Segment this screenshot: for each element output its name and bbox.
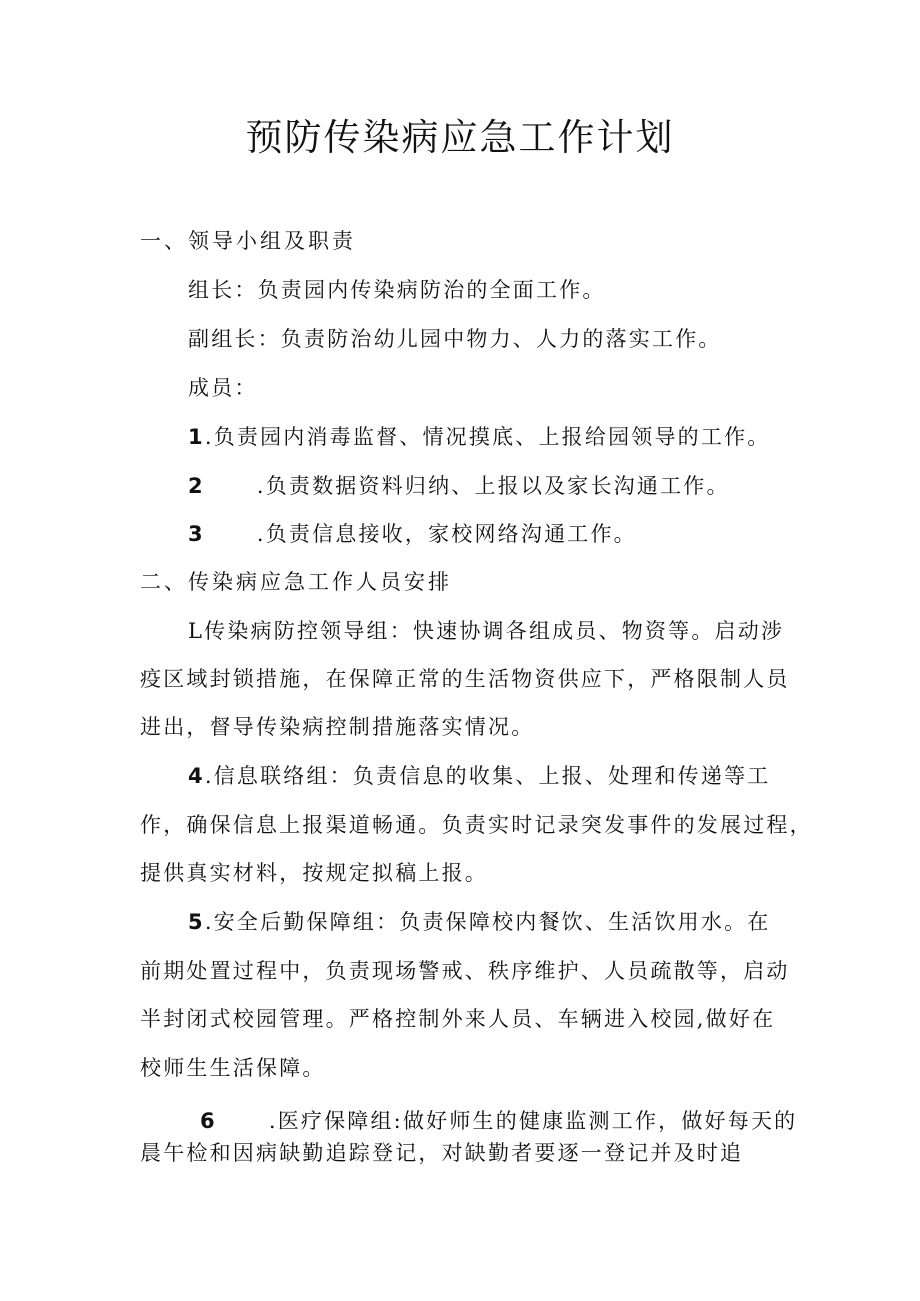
para-6-line-2: 晨午检和因病缺勤追踪登记，对缺勤者要逐一登记并及时追	[140, 1141, 744, 1165]
para-5-line-1	[188, 907, 771, 937]
leader-duty: 组长：负责园内传染病防治的全面工作。	[188, 278, 606, 302]
para-6-line-1	[200, 1106, 797, 1136]
para-l-line-2: 疫区域封锁措施，在保障正常的生活物资供应下，严格限制人员	[140, 667, 790, 691]
document-title: 预防传染病应急工作计划	[245, 116, 675, 159]
para-text: .安全后勤保障组：负责保障校内餐饮、生活饮用水。在	[204, 910, 771, 934]
member-item-number: 2	[188, 474, 205, 498]
section2-heading: 二、传染病应急工作人员安排	[140, 570, 452, 594]
para-5-line-3: 半封闭式校园管理。严格控制外来人员、车辆进入校园,做好在	[140, 1007, 776, 1031]
member-item-2	[188, 471, 730, 501]
member-item-number: 1	[188, 425, 205, 449]
para-4-line-2: 作，确保信息上报渠道畅通。负责实时记录突发事件的发展过程，	[140, 813, 813, 837]
member-item-1	[188, 422, 771, 452]
para-text: .医疗保障组:做好师生的健康监测工作，做好每天的	[268, 1109, 798, 1133]
para-5-line-4: 校师生生活保障。	[140, 1056, 326, 1080]
para-4-line-1	[188, 761, 771, 791]
section1-heading: 一、领导小组及职责	[140, 229, 356, 253]
deputy-duty: 副组长：负责防治幼儿园中物力、人力的落实工作。	[188, 327, 722, 351]
para-l-line-1: L传染病防控领导组：快速协调各组成员、物资等。启动涉	[188, 619, 785, 643]
member-item-text: .负责园内消毒监督、情况摸底、上报给园领导的工作。	[204, 425, 771, 449]
member-item-number: 3	[188, 522, 205, 546]
members-label: 成员：	[188, 376, 258, 400]
para-number: 5	[188, 910, 205, 934]
para-5-line-2: 前期处置过程中，负责现场警戒、秩序维护、人员疏散等，启动	[140, 959, 790, 983]
member-item-text: .负责信息接收，家校网络沟通工作。	[256, 522, 637, 546]
para-4-line-3: 提供真实材料，按规定拟稿上报。	[140, 861, 488, 885]
member-item-3	[188, 519, 637, 549]
para-number: 4	[188, 764, 205, 788]
para-number: 6	[200, 1109, 217, 1133]
member-item-text: .负责数据资料归纳、上报以及家长沟通工作。	[256, 474, 730, 498]
para-text: .信息联络组：负责信息的收集、上报、处理和传递等工	[204, 764, 771, 788]
para-l-line-3: 进出，督导传染病控制措施落实情况。	[140, 715, 535, 739]
